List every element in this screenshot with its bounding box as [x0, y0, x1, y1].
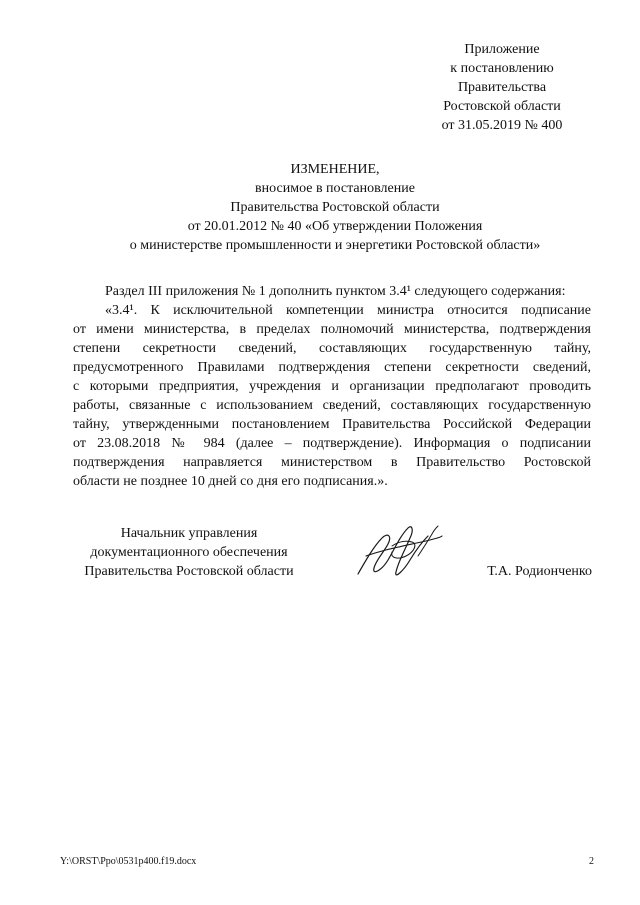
body-line: степени секретности сведений, составляющих государственную тайну, — [73, 341, 591, 356]
body-line: тайну, утвержденными постановлением Правительства Российской Федерации — [73, 417, 591, 432]
document-body — [73, 282, 591, 491]
body-line: работы, связанные с использованием сведений, составляющих государственную — [73, 398, 591, 413]
appendix-line: Приложение — [464, 42, 540, 57]
appendix-line: от 31.05.2019 № 400 — [441, 118, 563, 133]
appendix-line: Правительства — [457, 80, 547, 95]
appendix-line: Ростовской области — [443, 99, 561, 114]
page-number: 2 — [589, 856, 594, 867]
heading-line: Правительства Ростовской области — [230, 200, 440, 215]
heading-title: ИЗМЕНЕНИЕ, — [290, 162, 380, 177]
heading-line: от 20.01.2012 № 40 «Об утверждении Положения — [187, 219, 483, 234]
body-line: с которыми предприятия, учреждения и организации предполагают проводить — [73, 379, 591, 394]
body-line: подтверждения направляется министерством в Правительство Ростовской — [73, 455, 591, 470]
appendix-line: к постановлению — [450, 61, 554, 76]
heading-line: о министерстве промышленности и энергетики Ростовской области» — [129, 238, 541, 253]
body-line: от имени министерства, в пределах полномочий министерства, подтверждения — [73, 322, 591, 337]
body-line: «3.4¹. К исключительной компетенции министра относится подписание — [105, 303, 591, 318]
body-line: от 23.08.2018 № 984 (далее – подтверждение). Информация о подписании — [73, 436, 591, 451]
signatory-line: Начальник управления — [120, 526, 258, 541]
signatory-position — [54, 524, 324, 581]
body-line: области не позднее 10 дней со дня его подписания.». — [73, 474, 388, 489]
heading-line: вносимое в постановление — [255, 181, 415, 196]
signatory-line: документационного обеспечения — [90, 545, 288, 560]
footer-file-path: Y:\ORST\Ppo\0531p400.f19.docx — [60, 856, 197, 867]
signatory-line: Правительства Ростовской области — [84, 564, 294, 579]
handwritten-signature — [352, 516, 448, 588]
document-heading — [60, 160, 610, 255]
body-line: предусмотренного Правилами подтверждения степени секретности сведений, — [73, 360, 591, 375]
appendix-header — [388, 40, 616, 135]
body-line: Раздел III приложения № 1 дополнить пунктом 3.4¹ следующего содержания: — [105, 284, 566, 299]
signer-name: Т.А. Родионченко — [487, 564, 592, 579]
